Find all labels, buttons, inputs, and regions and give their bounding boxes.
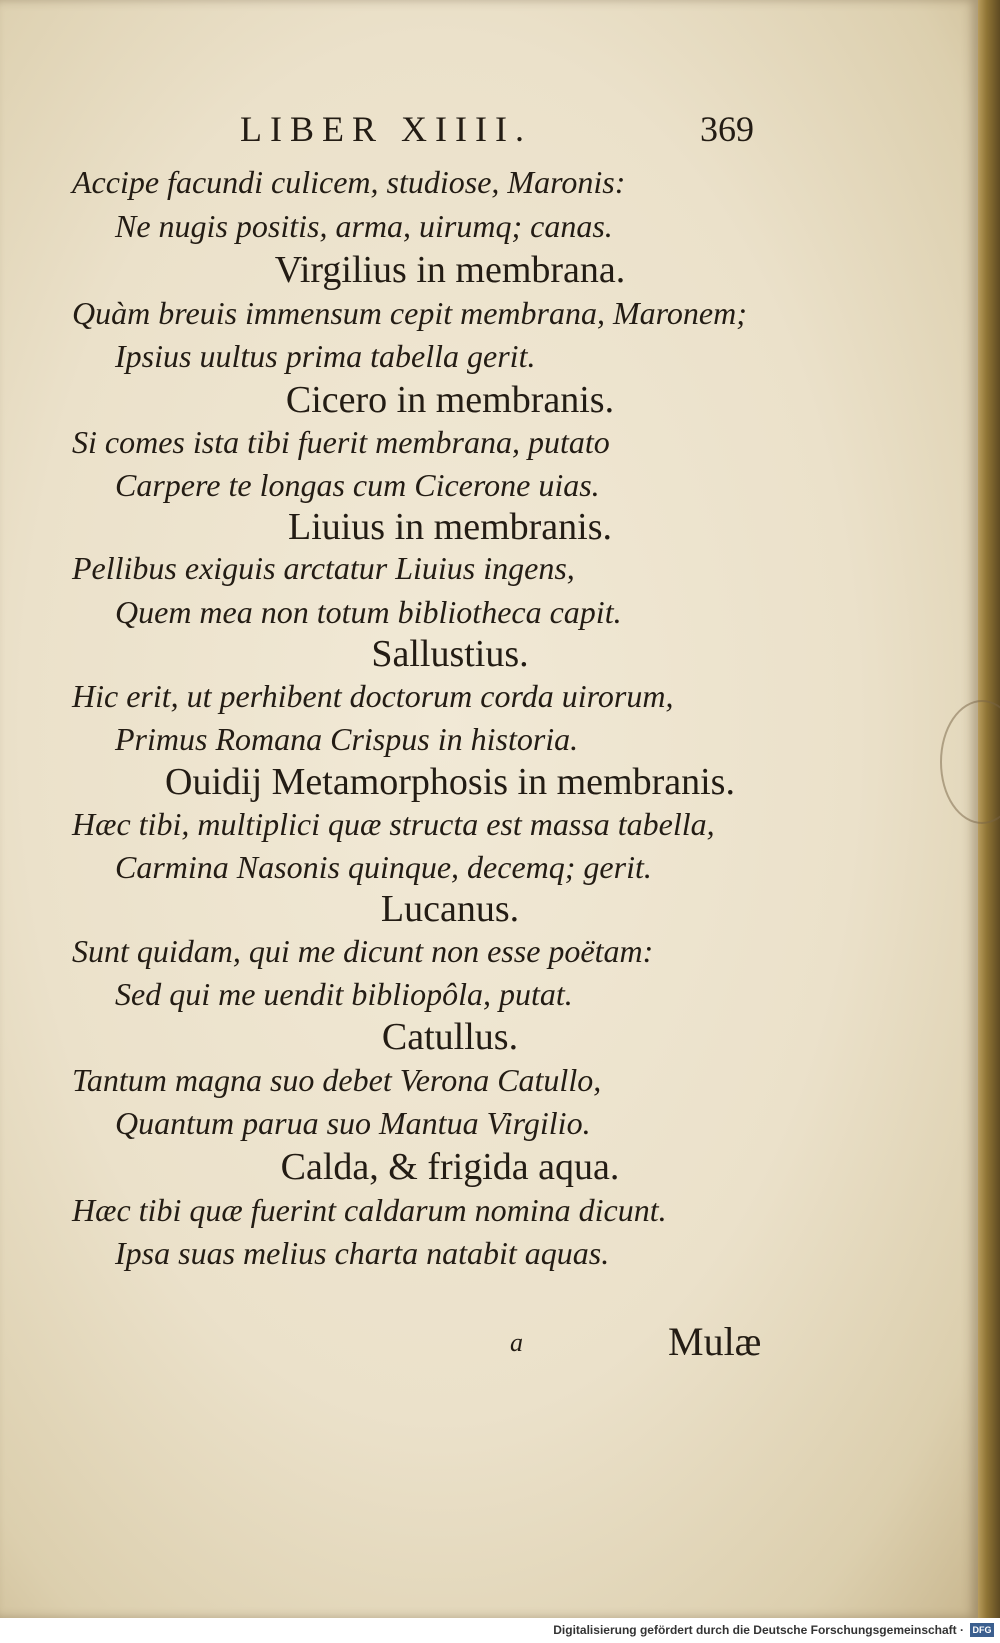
section-title: Liuius in membranis. — [287, 506, 613, 548]
catchword: Mulæ — [668, 1319, 762, 1364]
page-number: 369 — [700, 109, 754, 149]
verse-line: Hæc tibi quæ fuerint caldarum nomina dicunt. — [72, 1192, 667, 1228]
verse-line: Pellibus exiguis arctatur Liuius ingens, — [72, 550, 575, 586]
dfg-notice: Digitalisierung gefördert durch die Deutsche Forschungsgemeinschaft · — [553, 1623, 964, 1637]
verse-line: Tantum magna suo debet Verona Catullo, — [72, 1062, 602, 1098]
verse-line: Quàm breuis immensum cepit membrana, Maronem; — [72, 295, 747, 331]
digitization-footer — [0, 1618, 1000, 1643]
verse-line: Primus Romana Crispus in historia. — [115, 721, 579, 757]
verse-line: Ipsius uultus prima tabella gerit. — [115, 338, 536, 374]
section-title: Cicero in membranis. — [285, 379, 615, 421]
section-title: Virgilius in membrana. — [274, 249, 626, 291]
verse-line: Si comes ista tibi fuerit membrana, putato — [72, 424, 610, 460]
dfg-logo-icon: DFG — [970, 1623, 994, 1637]
section-title: Lucanus. — [380, 888, 520, 930]
verse-line: Quantum parua suo Mantua Virgilio. — [115, 1105, 591, 1141]
verse-line: Hæc tibi, multiplici quæ structa est massa tabella, — [72, 806, 715, 842]
section-title: Calda, & frigida aqua. — [280, 1146, 620, 1188]
section-title: Ouidij Metamorphosis in membranis. — [165, 761, 735, 803]
verse-line: Hic erit, ut perhibent doctorum corda uirorum, — [72, 678, 674, 714]
verse-line: Accipe facundi culicem, studiose, Maronis: — [72, 164, 626, 200]
section-title: Catullus. — [381, 1016, 519, 1058]
verse-line: Quem mea non totum bibliotheca capit. — [115, 594, 622, 630]
running-head: LIBER XIIII. — [240, 109, 532, 149]
verse-line: Carmina Nasonis quinque, decemq; gerit. — [115, 849, 652, 885]
verse-line: Sunt quidam, qui me dicunt non esse poëtam: — [72, 933, 654, 969]
section-title: Sallustius. — [371, 633, 529, 675]
signature-mark: a — [510, 1328, 523, 1357]
verse-line: Carpere te longas cum Cicerone uias. — [115, 467, 600, 503]
verse-line: Ipsa suas melius charta natabit aquas. — [115, 1235, 610, 1271]
verse-line: Ne nugis positis, arma, uirumq; canas. — [115, 208, 613, 244]
verse-line: Sed qui me uendit bibliopôla, putat. — [115, 976, 573, 1012]
